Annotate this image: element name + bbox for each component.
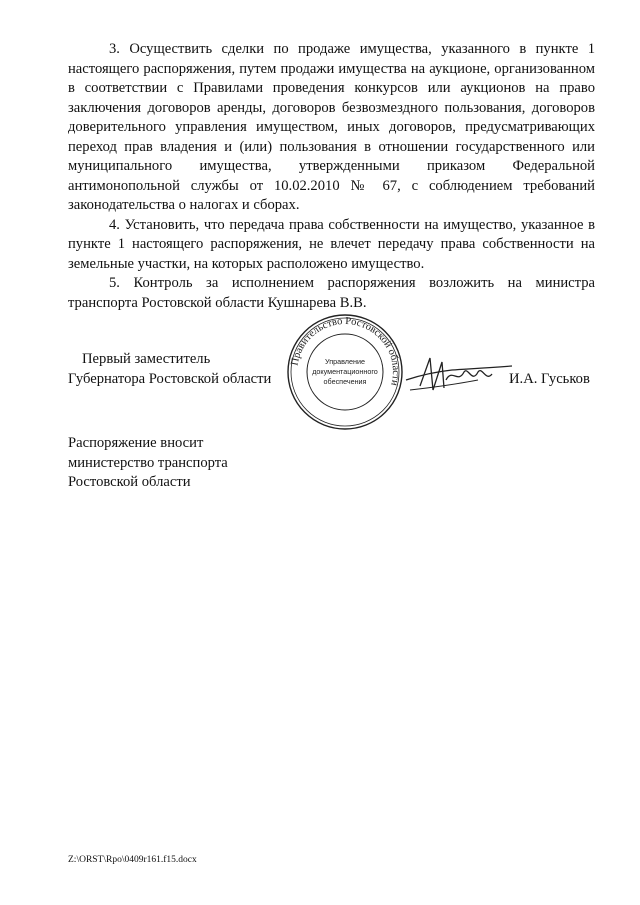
signatory-title-line2: Губернатора Ростовской области bbox=[68, 370, 272, 387]
stamp-center-line2: документационного bbox=[312, 367, 378, 376]
submitted-by-line1: Распоряжение вносит bbox=[68, 435, 204, 451]
stamp-center-line3: обеспечения bbox=[323, 377, 367, 386]
footer-file-path: Z:\ORST\Rpo\0409r161.f15.docx bbox=[68, 855, 197, 865]
submitted-by-line2: министерство транспорта bbox=[68, 454, 228, 471]
signatory-name: И.А. Гуськов bbox=[509, 371, 590, 387]
official-stamp bbox=[285, 312, 405, 432]
paragraph-5: 5. Контроль за исполнением распоряжения возложить на министра транспорта Ростовской области Кушнарева В.В. bbox=[68, 275, 595, 311]
signatory-title-line1: Первый заместитель bbox=[82, 351, 211, 367]
stamp-ring-text: Правительство Ростовской области bbox=[289, 315, 402, 387]
submitted-by bbox=[68, 434, 228, 493]
paragraph-4: 4. Установить, что передача права собственности на имущество, указанное в пункте 1 настоящего распоряжения, не влечет передачу права собственности на земельные участки, на которых расположено имущество. bbox=[68, 216, 595, 272]
body-text bbox=[68, 40, 595, 313]
stamp-center-line1: Управление bbox=[325, 357, 365, 366]
submitted-by-line3: Ростовской области bbox=[68, 474, 191, 490]
signatory-title bbox=[68, 350, 271, 389]
paragraph-3: 3. Осуществить сделки по продаже имущества, указанного в пункте 1 настоящего распоряжения, путем продажи имущества на аукционе, организованном в соответствии с Правилами проведения конкурсов или аукционов на право заключения договоров аренды, договоров безвозмездного пользования, договоров доверительного управления имуществом, иных договоров, предусматривающих переход прав владения и (или) пользования в отношении государственного или муниципального имущества, утвержденными приказом Федеральной антимонопольной службы от 10.02.2010 № 67, с соблюдением требований законодательства о налогах и сборах. bbox=[68, 41, 595, 213]
handwritten-signature bbox=[400, 350, 518, 402]
